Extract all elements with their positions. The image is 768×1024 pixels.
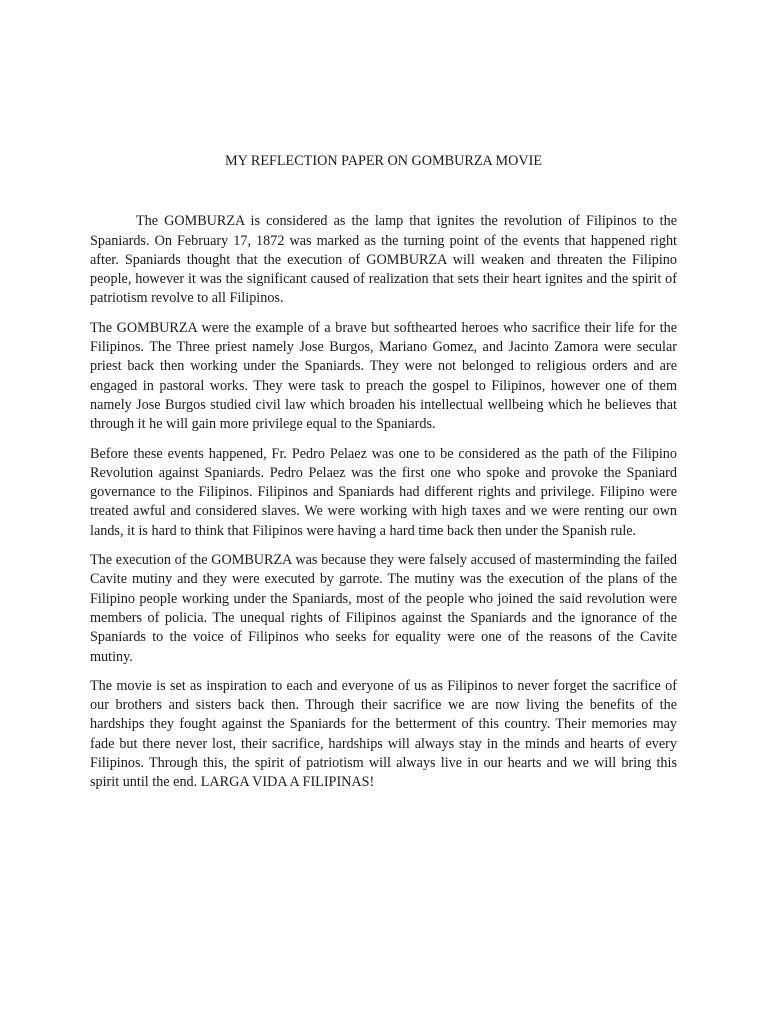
paragraph-priests: The GOMBURZA were the example of a brave but softhearted heroes who sacrifice their life for the Filipinos. The Three priest namely Jose Burgos, Mariano Gomez, and Jacinto Zamora were secular priest back then working under the Spaniards. They were not belonged to religious orders and are engaged in pastoral works. They were task to preach the gospel to Filipinos, however one of them namely Jose Burgos studied civil law which broaden his intellectual wellbeing which he believes that through it he will gain more privilege equal to the Spaniards.	[90, 319, 677, 433]
paragraph-execution: The execution of the GOMBURZA was because they were falsely accused of masterminding the failed Cavite mutiny and they were executed by garrote. The mutiny was the execution of the plans of the Filipino people working under the Spaniards, most of the people who joined the said revolution were members of policia. The unequal rights of Filipinos against the Spaniards and the ignorance of the Spaniards to the voice of Filipinos who seeks for equality were one of the reasons of the Cavite mutiny.	[90, 552, 677, 665]
paragraph-pelaez: Before these events happened, Fr. Pedro Pelaez was one to be considered as the path of the Filipino Revolution against Spaniards. Pedro Pelaez was the first one who spoke and provoke the Spaniard governance to the Filipinos. Filipinos and Spaniards had different rights and privilege. Filipino were treated awful and considered slaves. We were working with high taxes and we were renting our own lands, it is hard to think that Filipinos were having a hard time back then under the Spanish rule.	[90, 445, 677, 539]
paragraph-intro: The GOMBURZA is considered as the lamp that ignites the revolution of Filipinos to the Spaniards. On February 17, 1872 was marked as the turning point of the events that happened right after. Spaniards thought that the execution of GOMBURZA will weaken and threaten the Filipino people, however it was the significant caused of realization that sets their heart ignites and the spirit of patriotism revolve to all Filipinos.	[90, 213, 677, 307]
document-title: MY REFLECTION PAPER ON GOMBURZA MOVIE	[224, 153, 542, 169]
document-body	[90, 152, 677, 803]
paragraph-conclusion: The movie is set as inspiration to each and everyone of us as Filipinos to never forget the sacrifice of our brothers and sisters back then. Through their sacrifice we are now living the benefits of the hardships they fought against the Spaniards for the betterment of this country. Their memories may fade but there never lost, their sacrifice, hardships will always stay in the minds and hearts of every Filipinos. Through this, the spirit of patriotism will always live in our hearts and we will bring this spirit until the end. LARGA VIDA A FILIPINAS!	[90, 677, 677, 791]
